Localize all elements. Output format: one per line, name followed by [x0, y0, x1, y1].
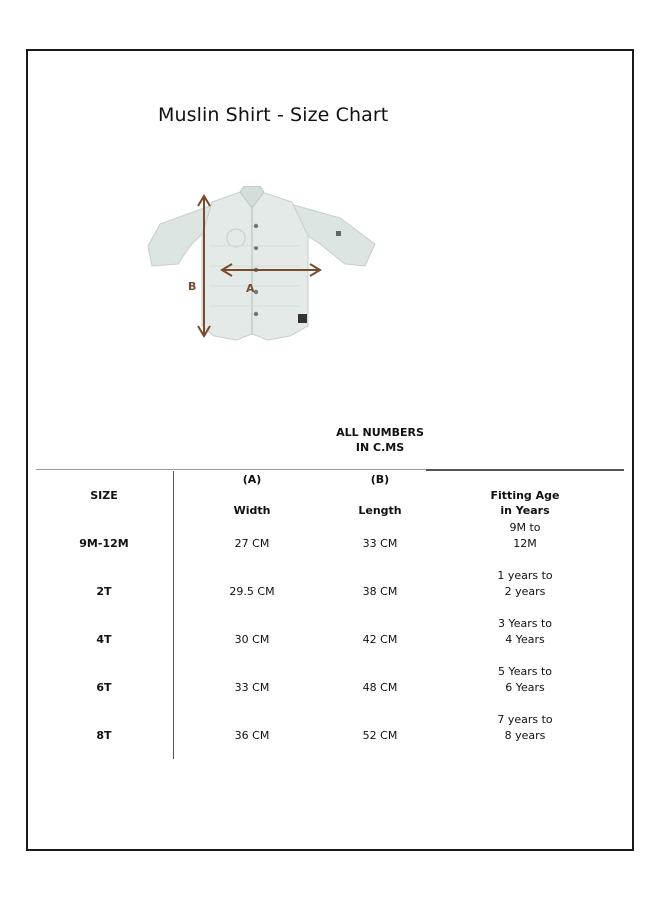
row-width: 29.5 CM [229, 585, 275, 598]
row-size: 6T [96, 681, 112, 694]
row-age-2: 2 years [504, 585, 546, 598]
row-age-1: 5 Years to [497, 665, 553, 678]
label-b: B [188, 280, 197, 293]
header-size: SIZE [90, 489, 118, 502]
shirt-diagram [140, 186, 390, 346]
row-age-2: 8 years [504, 729, 546, 742]
row-length: 42 CM [362, 633, 398, 646]
row-width: 33 CM [234, 681, 270, 694]
header-a-letter: (A) [242, 473, 262, 486]
row-length: 38 CM [362, 585, 398, 598]
row-width: 27 CM [234, 537, 270, 550]
row-length: 52 CM [362, 729, 398, 742]
table-divider [173, 471, 174, 759]
row-age-1: 9M to [509, 521, 541, 534]
header-b-letter: (B) [370, 473, 390, 486]
table-rule-right [426, 469, 624, 471]
header-width: Width [233, 504, 271, 517]
row-age-2: 6 Years [505, 681, 545, 694]
row-length: 48 CM [362, 681, 398, 694]
row-size: 8T [96, 729, 112, 742]
units-note: ALL NUMBERS IN C.MS [336, 426, 424, 454]
shirt-illustration [148, 186, 375, 340]
page-title: Muslin Shirt - Size Chart [158, 104, 389, 126]
row-age-2: 4 Years [505, 633, 545, 646]
label-a: A [246, 282, 255, 295]
row-size: 4T [96, 633, 112, 646]
table-rule-left [36, 469, 426, 470]
row-age-1: 7 years to [497, 713, 553, 726]
row-age-1: 1 years to [497, 569, 553, 582]
row-width: 36 CM [234, 729, 270, 742]
row-size: 9M-12M [79, 537, 129, 550]
row-size: 2T [96, 585, 112, 598]
row-age-2: 12M [513, 537, 537, 550]
row-width: 30 CM [234, 633, 270, 646]
header-length: Length [358, 504, 402, 517]
header-age-1: Fitting Age [490, 489, 560, 502]
row-length: 33 CM [362, 537, 398, 550]
row-age-1: 3 Years to [497, 617, 553, 630]
header-age-2: in Years [500, 504, 550, 517]
